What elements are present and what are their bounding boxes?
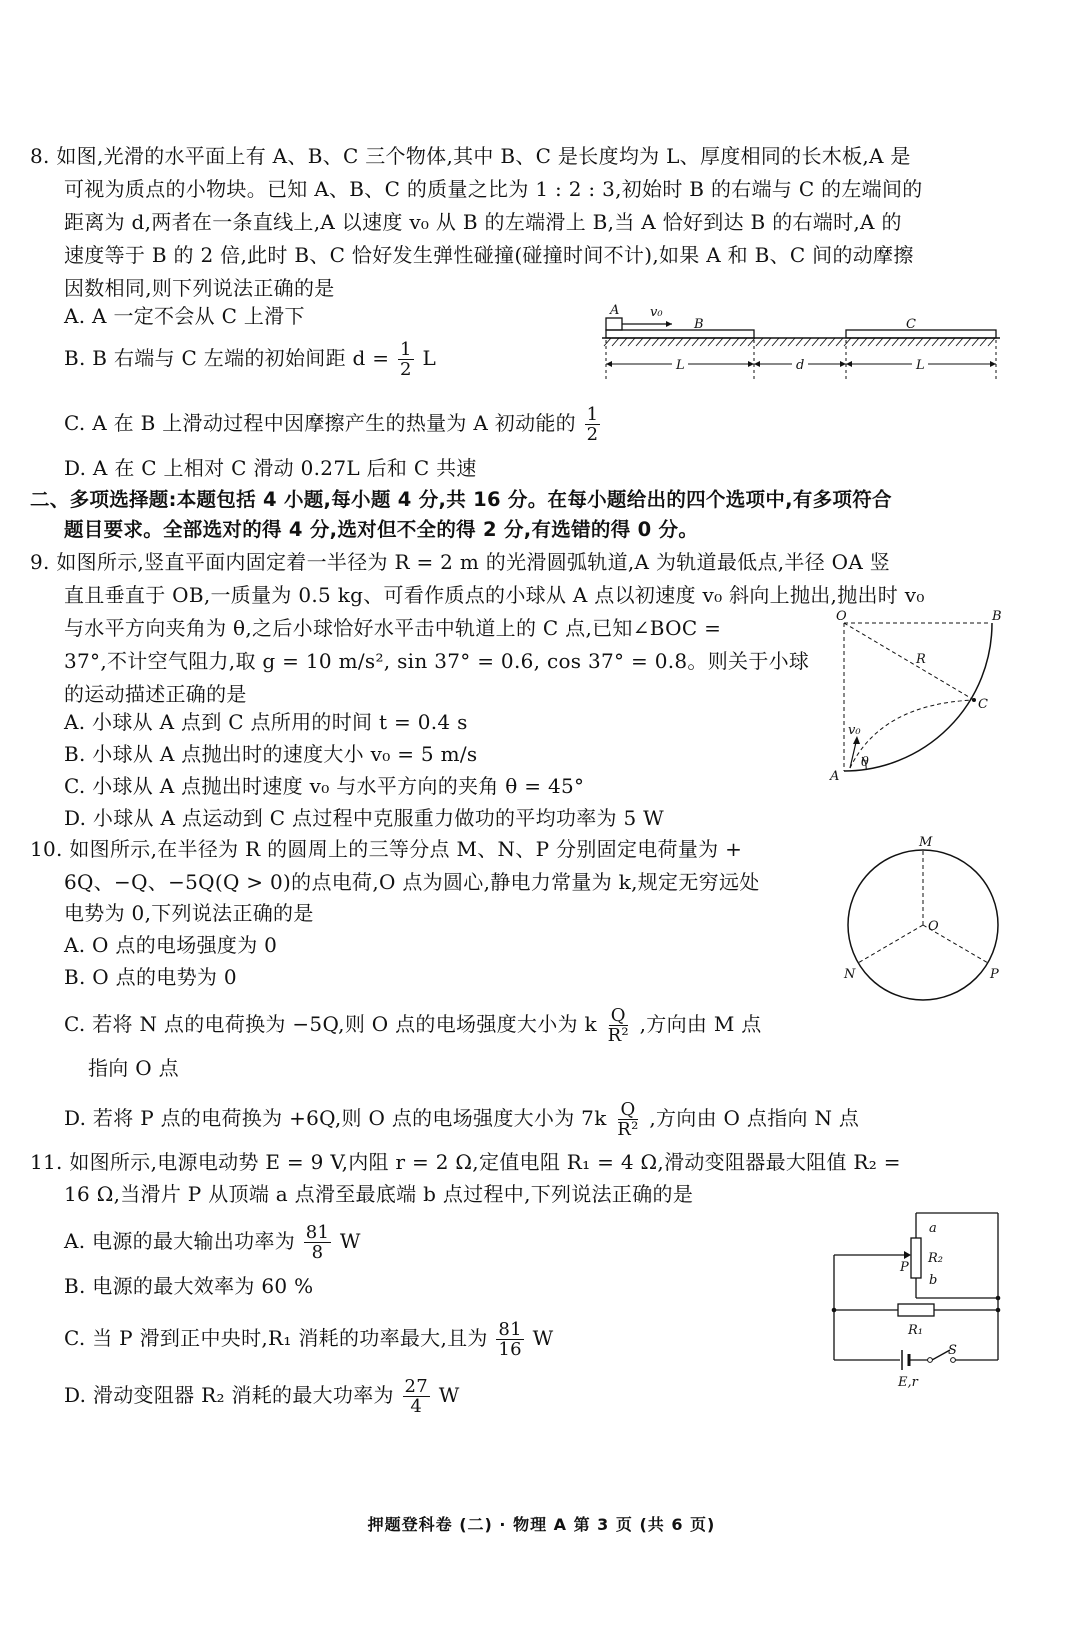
fig10-label-o: O bbox=[928, 919, 939, 934]
q11-stem-line-1: 11. 如图所示,电源电动势 E = 9 V,内阻 r = 2 Ω,定值电阻 R₁ = 4 Ω,滑动变阻器最大阻值 R₂ = bbox=[30, 1150, 901, 1174]
q8-stem-line-1: 8. 如图,光滑的水平面上有 A、B、C 三个物体,其中 B、C 是长度均为 L、厚度相同的长木板,A 是 bbox=[30, 144, 911, 168]
fig8-label-l2: L bbox=[916, 358, 925, 373]
q11-option-c-fraction bbox=[496, 1320, 524, 1359]
q8-stem-line-3: 距离为 d,两者在一条直线上,A 以速度 v₀ 从 B 的左端滑上 B,当 A 恰好到达 B 的右端时,A 的 bbox=[64, 210, 902, 234]
section2-heading-line-2: 题目要求。全部选对的得 4 分,选对但不全的得 2 分,有选错的得 0 分。 bbox=[64, 518, 699, 541]
q10-stem-line-1: 10. 如图所示,在半径为 R 的圆周上的三等分点 M、N、P 分别固定电荷量为 + bbox=[30, 837, 743, 861]
q10-stem-line-3: 电势为 0,下列说法正确的是 bbox=[64, 901, 314, 925]
fig9-label-c: C bbox=[978, 697, 988, 712]
numerator: Q bbox=[610, 1005, 626, 1026]
numerator: Q bbox=[620, 1099, 636, 1120]
q8-option-d: D. A 在 C 上相对 C 滑动 0.27L 后和 C 共速 bbox=[64, 456, 477, 480]
q11-option-c-unit: W bbox=[532, 1326, 554, 1350]
q11-figure bbox=[828, 1210, 1006, 1390]
fig11-label-er: E,r bbox=[898, 1375, 918, 1390]
fig9-label-v0: v₀ bbox=[848, 723, 861, 738]
q8-stem-line-2: 可视为质点的小物块。已知 A、B、C 的质量之比为 1 : 2 : 3,初始时 B 的右端与 C 的左端间的 bbox=[64, 177, 923, 201]
numerator: 1 bbox=[400, 339, 412, 360]
q10-option-c-suffix: ,方向由 M 点 bbox=[639, 1012, 762, 1036]
denominator: 4 bbox=[410, 1396, 423, 1417]
q10-option-a: A. O 点的电场强度为 0 bbox=[64, 933, 278, 957]
q10-option-d-text: D. 若将 P 点的电荷换为 +6Q,则 O 点的电场强度大小为 7k bbox=[64, 1106, 607, 1130]
q9-option-c: C. 小球从 A 点抛出时速度 v₀ 与水平方向的夹角 θ = 45° bbox=[64, 774, 585, 798]
q11-option-a bbox=[64, 1223, 361, 1262]
fig9-label-theta: θ bbox=[861, 755, 869, 770]
q9-option-d: D. 小球从 A 点运动到 C 点过程中克服重力做功的平均功率为 5 W bbox=[64, 806, 665, 830]
fig8-label-v0: v₀ bbox=[650, 305, 663, 320]
section2-heading-line-1: 二、多项选择题:本题包括 4 小题,每小题 4 分,共 16 分。在每小题给出的四个选项中,有多项符合 bbox=[30, 488, 892, 511]
fig11-label-r2: R₂ bbox=[928, 1251, 943, 1266]
q10-option-d-fraction bbox=[615, 1100, 640, 1139]
fig9-label-a: A bbox=[830, 769, 840, 784]
q8-stem-line-5: 因数相同,则下列说法正确的是 bbox=[64, 276, 335, 300]
q10-figure bbox=[846, 836, 1016, 1011]
q11-option-a-unit: W bbox=[339, 1229, 361, 1253]
fig10-label-p: P bbox=[990, 967, 999, 982]
q9-stem-line-3: 与水平方向夹角为 θ,之后小球恰好水平击中轨道上的 C 点,已知∠BOC = bbox=[64, 616, 722, 640]
q11-option-c bbox=[64, 1320, 553, 1359]
q9-stem-line-1: 9. 如图所示,竖直平面内固定着一半径为 R = 2 m 的光滑圆弧轨道,A 为轨道最低点,半径 OA 竖 bbox=[30, 550, 891, 574]
denominator: 2 bbox=[400, 359, 412, 380]
fig10-label-m: M bbox=[919, 835, 933, 850]
fig8-label-a: A bbox=[610, 303, 620, 318]
q8-option-b-suffix: L bbox=[422, 346, 437, 370]
fig11-label-a: a bbox=[929, 1221, 937, 1236]
numerator: 27 bbox=[404, 1376, 429, 1397]
q8-option-b bbox=[64, 340, 436, 379]
q11-option-a-text: A. 电源的最大输出功率为 bbox=[64, 1229, 296, 1253]
numerator: 1 bbox=[586, 404, 599, 425]
q9-figure bbox=[826, 608, 1016, 788]
fig11-label-s: S bbox=[948, 1343, 957, 1358]
page-footer: 押题登科卷 (二) · 物理 A 第 3 页 (共 6 页) bbox=[367, 1515, 716, 1534]
fig11-label-r1: R₁ bbox=[908, 1323, 923, 1338]
fig11-label-b: b bbox=[929, 1273, 938, 1288]
denominator: 2 bbox=[586, 424, 599, 445]
q9-stem-line-2: 直且垂直于 OB,一质量为 0.5 kg、可看作质点的小球从 A 点以初速度 v₀ 斜向上抛出,抛出时 v₀ bbox=[64, 583, 925, 607]
fig8-label-l1: L bbox=[676, 358, 685, 373]
fig9-label-b: B bbox=[992, 609, 1002, 624]
q10-option-d bbox=[64, 1100, 859, 1139]
q8-option-c-text: C. A 在 B 上滑动过程中因摩擦产生的热量为 A 初动能的 bbox=[64, 411, 576, 435]
q9-stem-line-5: 的运动描述正确的是 bbox=[64, 682, 247, 706]
q9-option-a: A. 小球从 A 点到 C 点所用的时间 t = 0.4 s bbox=[64, 710, 468, 734]
q10-option-c-fraction bbox=[606, 1006, 631, 1045]
q10-option-c bbox=[64, 1006, 762, 1045]
numerator: 81 bbox=[305, 1222, 330, 1243]
q10-option-d-suffix: ,方向由 O 点指向 N 点 bbox=[649, 1106, 860, 1130]
fig8-label-d: d bbox=[796, 358, 805, 373]
numerator: 81 bbox=[498, 1319, 522, 1340]
fig9-label-r: R bbox=[916, 652, 926, 667]
denominator: R² bbox=[617, 1119, 639, 1140]
denominator: R² bbox=[607, 1025, 629, 1046]
q8-option-b-fraction bbox=[398, 340, 414, 379]
q8-option-c bbox=[64, 405, 602, 444]
q8-option-b-text: B. B 右端与 C 左端的初始间距 d = bbox=[64, 346, 390, 370]
q9-option-b: B. 小球从 A 点抛出时的速度大小 v₀ = 5 m/s bbox=[64, 742, 478, 766]
q11-option-b: B. 电源的最大效率为 60 % bbox=[64, 1274, 314, 1298]
q11-option-a-fraction bbox=[304, 1223, 332, 1262]
q8-figure bbox=[598, 300, 1006, 390]
q10-stem-line-2: 6Q、−Q、−5Q(Q > 0)的点电荷,O 点为圆心,静电力常量为 k,规定无穷远处 bbox=[64, 870, 760, 894]
fig11-label-p: P bbox=[900, 1260, 909, 1275]
q8-option-a: A. A 一定不会从 C 上滑下 bbox=[64, 304, 305, 328]
q10-option-c-continued: 指向 O 点 bbox=[88, 1056, 179, 1080]
q8-stem-line-4: 速度等于 B 的 2 倍,此时 B、C 恰好发生弹性碰撞(碰撞时间不计),如果 A 和 B、C 间的动摩擦 bbox=[64, 243, 914, 267]
denominator: 16 bbox=[498, 1339, 522, 1360]
fig9-label-o: O bbox=[836, 609, 847, 624]
q11-option-d bbox=[64, 1377, 460, 1416]
q11-option-c-text: C. 当 P 滑到正中央时,R₁ 消耗的功率最大,且为 bbox=[64, 1326, 488, 1350]
q9-stem-line-4: 37°,不计空气阻力,取 g = 10 m/s², sin 37° = 0.6, cos 37° = 0.8。则关于小球 bbox=[64, 649, 810, 673]
denominator: 8 bbox=[311, 1242, 324, 1263]
q11-option-d-fraction bbox=[403, 1377, 431, 1416]
q11-option-d-text: D. 滑动变阻器 R₂ 消耗的最大功率为 bbox=[64, 1383, 394, 1407]
fig8-label-b: B bbox=[694, 317, 704, 332]
fig8-label-c: C bbox=[906, 317, 916, 332]
q11-option-d-unit: W bbox=[438, 1383, 460, 1407]
q11-stem-line-2: 16 Ω,当滑片 P 从顶端 a 点滑至最底端 b 点过程中,下列说法正确的是 bbox=[64, 1182, 694, 1206]
fig10-label-n: N bbox=[844, 967, 856, 982]
q10-option-b: B. O 点的电势为 0 bbox=[64, 965, 237, 989]
q8-option-c-fraction bbox=[585, 405, 601, 444]
q10-option-c-text: C. 若将 N 点的电荷换为 −5Q,则 O 点的电场强度大小为 k bbox=[64, 1012, 597, 1036]
